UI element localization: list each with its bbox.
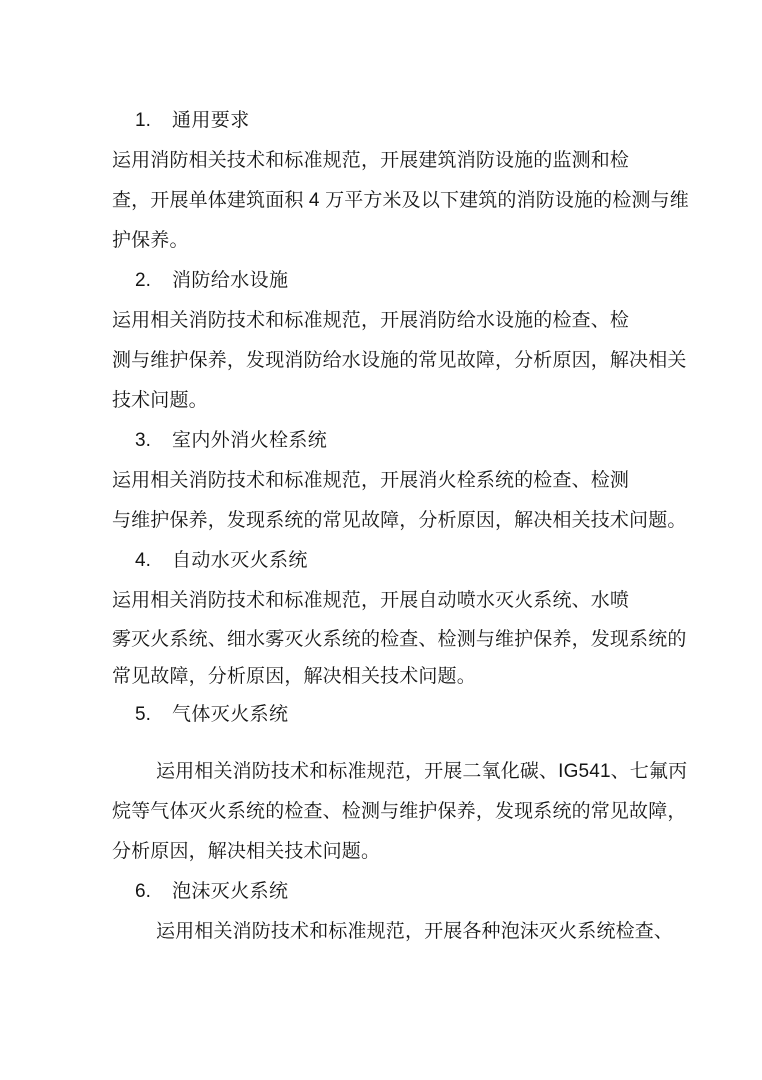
paragraph-line: 运用相关消防技术和标准规范，开展自动喷水灭火系统、水喷 xyxy=(112,590,630,611)
section-heading xyxy=(112,872,604,912)
section-number: 1. xyxy=(135,110,151,131)
document-body xyxy=(112,0,689,952)
paragraph-line: 查，开展单体建筑面积 4 万平方米及以下建筑的消防设施的检测与维 xyxy=(112,190,689,211)
document-section xyxy=(112,695,688,872)
section-title: 室内外消火栓系统 xyxy=(172,430,328,451)
paragraph-line: 分析原因，解决相关技术问题。 xyxy=(112,841,381,862)
paragraph-line: 技术问题。 xyxy=(112,390,208,411)
section-paragraph xyxy=(112,912,674,952)
document-section xyxy=(112,0,689,261)
paragraph-line: 与维护保养，发现系统的常见故障，分析原因，解决相关技术问题。 xyxy=(112,510,687,531)
section-heading xyxy=(112,695,604,735)
section-paragraph xyxy=(112,581,687,695)
section-title: 泡沫灭火系统 xyxy=(172,881,289,902)
paragraph-line: 运用相关消防技术和标准规范，开展各种泡沫灭火系统检查、 xyxy=(156,921,674,942)
section-number: 6. xyxy=(135,881,151,902)
document-section xyxy=(112,421,687,541)
section-title: 气体灭火系统 xyxy=(172,704,289,725)
section-heading xyxy=(112,541,604,581)
document-section xyxy=(112,541,687,695)
section-heading xyxy=(112,421,604,461)
paragraph-line: 运用消防相关技术和标准规范，开展建筑消防设施的监测和检 xyxy=(112,150,630,171)
section-paragraph xyxy=(112,141,689,261)
paragraph-line: 雾灭火系统、细水雾灭火系统的检查、检测与维护保养，发现系统的 xyxy=(112,629,687,650)
section-paragraph xyxy=(112,752,688,872)
paragraph-line: 常见故障，分析原因，解决相关技术问题。 xyxy=(112,666,476,687)
paragraph-line: 运用相关消防技术和标准规范，开展消火栓系统的检查、检测 xyxy=(112,470,630,491)
section-title: 消防给水设施 xyxy=(172,270,289,291)
paragraph-line: 烷等气体灭火系统的检查、检测与维护保养，发现系统的常见故障， xyxy=(112,801,687,822)
section-heading xyxy=(112,101,604,141)
document-section xyxy=(112,872,674,952)
document-section xyxy=(112,261,687,421)
section-number: 3. xyxy=(135,430,151,451)
section-title: 自动水灭火系统 xyxy=(172,550,308,571)
section-number: 2. xyxy=(135,270,151,291)
paragraph-line: 测与维护保养，发现消防给水设施的常见故障，分析原因，解决相关 xyxy=(112,350,687,371)
section-number: 5. xyxy=(135,704,151,725)
section-paragraph xyxy=(112,461,687,541)
paragraph-line: 运用相关消防技术和标准规范，开展消防给水设施的检查、检 xyxy=(112,310,630,331)
section-title: 通用要求 xyxy=(172,110,250,131)
section-heading xyxy=(112,261,604,301)
section-paragraph xyxy=(112,301,687,421)
section-number: 4. xyxy=(135,550,151,571)
paragraph-line: 运用相关消防技术和标准规范，开展二氧化碳、IG541、七氟丙 xyxy=(156,761,688,782)
paragraph-line: 护保养。 xyxy=(112,230,189,251)
